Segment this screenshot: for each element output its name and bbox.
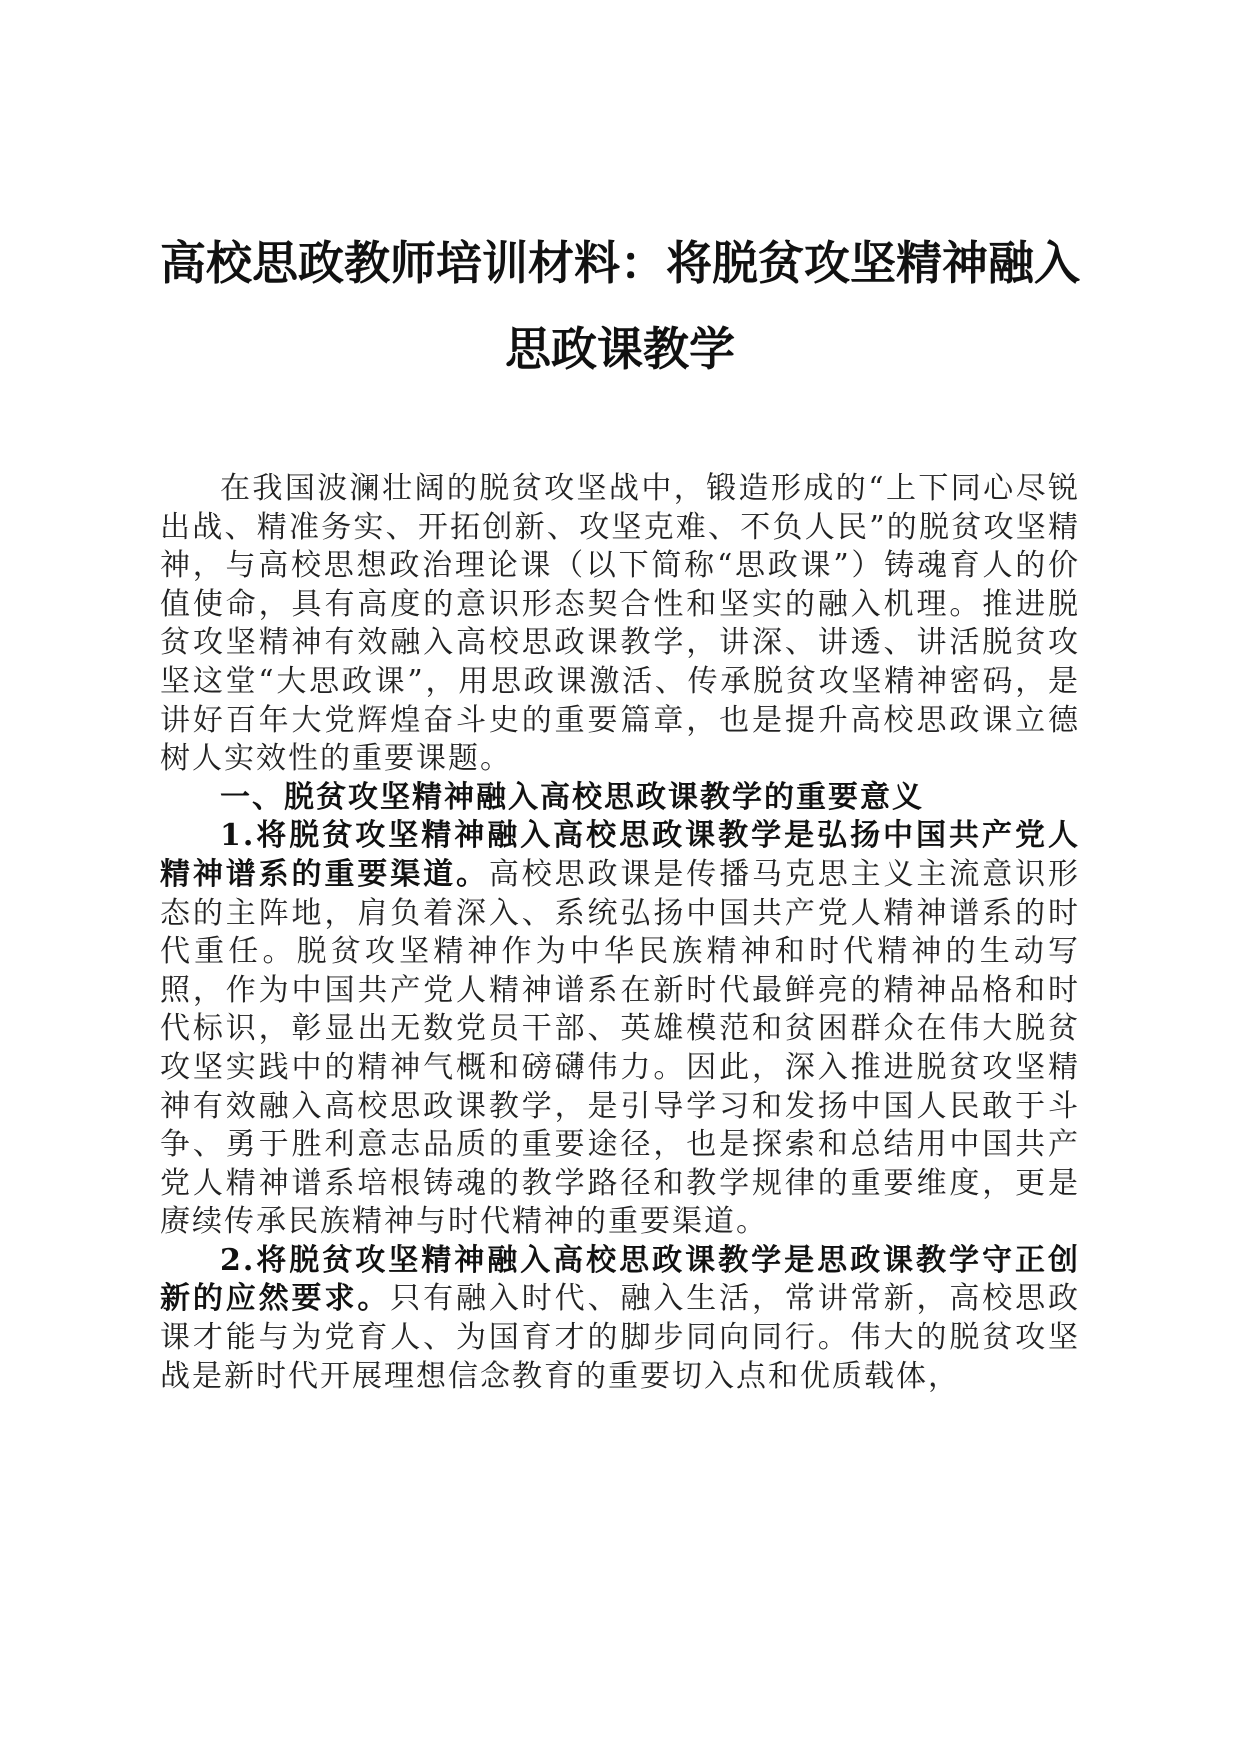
- section-heading-1: 一、脱贫攻坚精神融入高校思政课教学的重要意义: [220, 779, 924, 815]
- point-2-lead: 2.将脱贫攻坚精神融入高校思政课教学是思政课教学守正创新的应然要求。: [160, 1242, 1080, 1317]
- title-line-1: 高校思政教师培训材料：将脱贫攻坚精神融入: [160, 236, 1080, 290]
- point-1-body: 高校思政课是传播马克思主义主流意识形态的主阵地，肩负着深入、系统弘扬中国共产党人精神谱系的时代重任。脱贫攻坚精神作为中华民族精神和时代精神的生动写照，作为中国共产党人精神谱系在新时代最鲜亮的精神品格和时代标识，彰显出无数党员干部、英雄模范和贫困群众在伟大脱贫攻坚实践中的精神气概和磅礴伟力。因此，深入推进脱贫攻坚精神有效融入高校思政课教学，是引导学习和发扬中国人民敢于斗争、勇于胜利意志品质的重要途径，也是探索和总结用中国共产党人精神谱系培根铸魂的教学路径和教学规律的重要维度，更是赓续传承民族精神与时代精神的重要渠道。: [160, 856, 1081, 1240]
- document-title: [150, 220, 1090, 392]
- point-paragraph-1: [160, 817, 1080, 1242]
- point-1-lead: 1.将脱贫攻坚精神融入高校思政课教学是弘扬中国共产党人精神谱系的重要渠道。: [160, 818, 1080, 892]
- document-body: [160, 470, 1080, 1396]
- point-paragraph-2: [160, 1242, 1080, 1396]
- intro-paragraph: 在我国波澜壮阔的脱贫攻坚战中，锻造形成的“上下同心尽锐出战、精准务实、开拓创新、攻坚克难、不负人民”的脱贫攻坚精神，与高校思想政治理论课（以下简称“思政课”）铸魂育人的价值使命，具有高度的意识形态契合性和坚实的融入机理。推进脱贫攻坚精神有效融入高校思政课教学，讲深、讲透、讲活脱贫攻坚这堂“大思政课”，用思政课激活、传承脱贫攻坚精神密码，是讲好百年大党辉煌奋斗史的重要篇章，也是提升高校思政课立德树人实效性的重要课题。: [160, 471, 1080, 777]
- point-2-body: 只有融入时代、融入生活，常讲常新，高校思政课才能与为党育人、为国育才的脚步同向同行。伟大的脱贫攻坚战是新时代开展理想信念教育的重要切入点和优质载体，: [160, 1281, 1081, 1394]
- title-line-2: 思政课教学: [505, 322, 735, 376]
